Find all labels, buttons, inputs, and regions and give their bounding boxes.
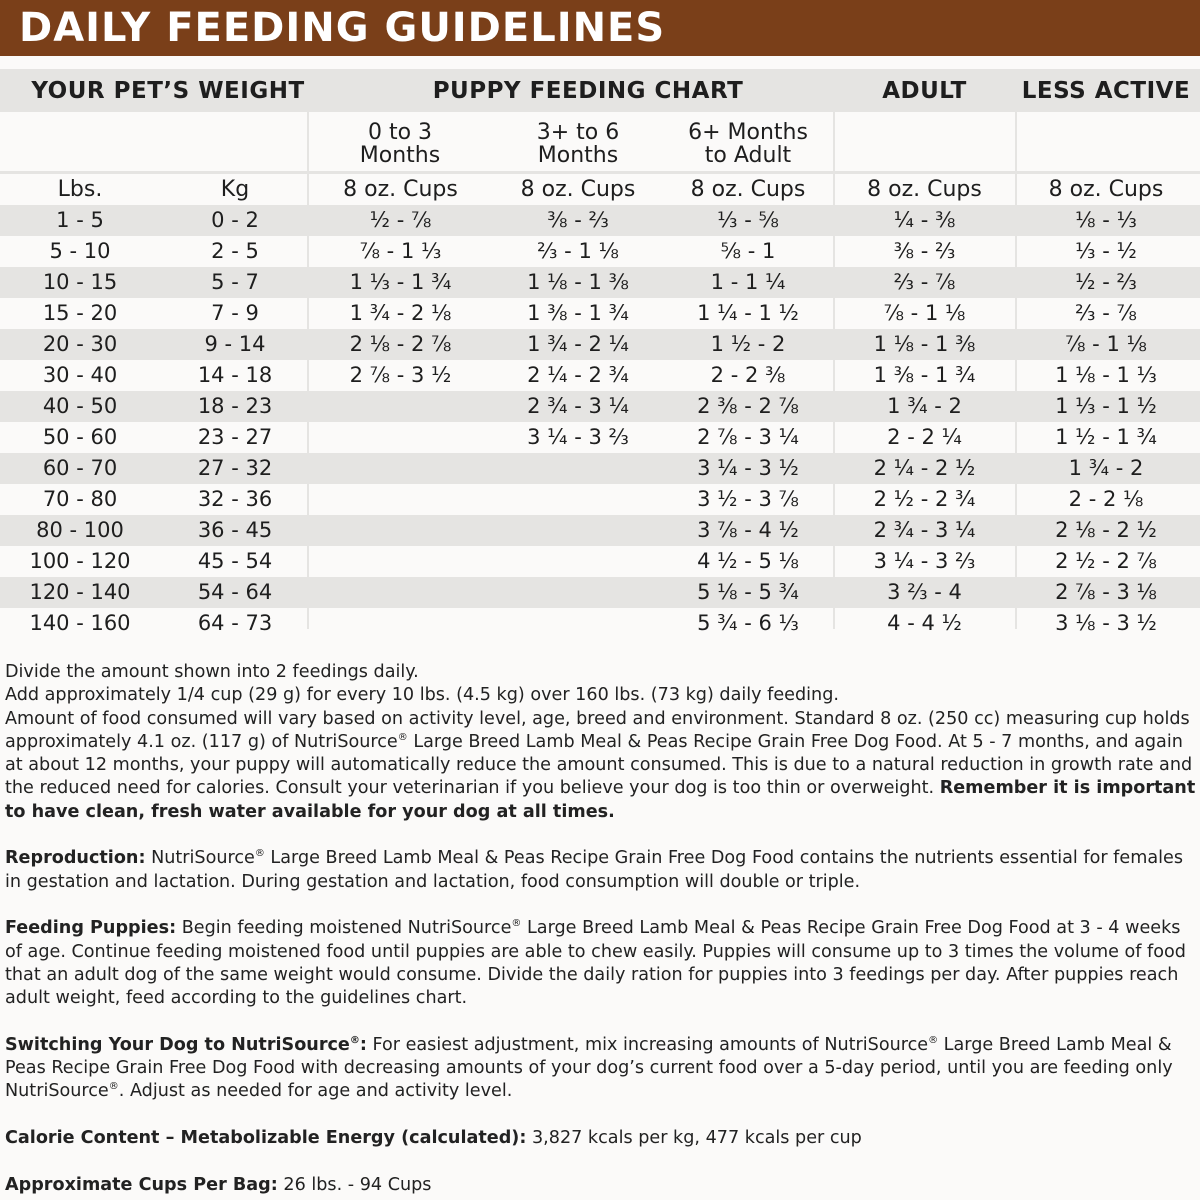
table-cell: ⅞ - 1 ⅛ <box>1065 332 1147 356</box>
table-cell: 1 - 5 <box>56 208 104 232</box>
table-cell: ⅞ - 1 ⅓ <box>359 239 442 263</box>
subheader-line: Months <box>537 143 619 168</box>
table-cell: 5 ¾ - 6 ⅓ <box>697 611 799 635</box>
table-cell: 80 - 100 <box>36 518 124 542</box>
note-text: . Adjust as needed for age and activity level. <box>118 1081 513 1102</box>
table-cell: 3 ¼ - 3 ⅔ <box>873 549 976 573</box>
table-cell: 27 - 32 <box>197 456 273 480</box>
unit-label: 8 oz. Cups <box>690 177 806 202</box>
row-stripe <box>0 171 1200 174</box>
table-cell: 1 ⅛ - 1 ⅜ <box>527 270 629 294</box>
table-cell: 140 - 160 <box>29 611 131 635</box>
table-cell: 3 ¼ - 3 ½ <box>697 456 799 480</box>
subheader-line: 0 to 3 <box>367 120 433 145</box>
table-cell: 2 - 2 ⅜ <box>710 363 786 387</box>
table-cell: 7 - 9 <box>211 301 259 325</box>
table-cell: 2 ⅞ - 3 ½ <box>349 363 452 387</box>
note-text: Large Breed Lamb Meal & Peas Recipe Grain Free Dog Food. At 5 - 7 months, and again at about 12 months, your puppy will automatically reduce the amount consumed. This is due to a natural reduction in growth rate and the reduced need for calories. Consult your veterinarian if you believe your dog is too thin or overweight. <box>5 731 1193 799</box>
note-reproduction <box>5 847 1198 894</box>
table-cell: 2 ½ - 2 ¾ <box>873 487 976 511</box>
table-cell: 2 ¼ - 2 ½ <box>873 456 976 480</box>
feeding-puppies-label: Feeding Puppies: <box>5 918 177 939</box>
switching-label-colon: : <box>359 1034 367 1055</box>
table-cell: 1 ⅜ - 1 ¾ <box>527 301 629 325</box>
note-amount <box>5 708 1198 824</box>
table-cell: 15 - 20 <box>42 301 118 325</box>
subheader-line: to Adult <box>704 143 792 168</box>
table-cell: 50 - 60 <box>42 425 118 449</box>
table-cell: 1 ¾ - 2 <box>1068 456 1144 480</box>
header-adult: ADULT <box>882 78 967 104</box>
title-banner <box>0 0 1200 56</box>
table-cell: 3 ⅞ - 4 ½ <box>697 518 799 542</box>
page-title: DAILY FEEDING GUIDELINES <box>19 5 666 51</box>
water-reminder: Remember it is important to have clean, fresh water available for your dog at all times. <box>5 778 1196 822</box>
cups-per-bag-value: 26 lbs. - 94 Cups <box>277 1174 432 1195</box>
table-cell: ⅔ - ⅞ <box>893 270 956 294</box>
header-weight: YOUR PET’S WEIGHT <box>31 78 305 104</box>
table-cell: 23 - 27 <box>197 425 273 449</box>
table-cell: ⅔ - ⅞ <box>1075 301 1137 325</box>
table-cell: 3 ½ - 3 ⅞ <box>697 487 799 511</box>
table-cell: 3 ⅛ - 3 ½ <box>1055 611 1157 635</box>
cups-per-bag-label: Approximate Cups Per Bag: <box>5 1174 278 1195</box>
table-cell: 64 - 73 <box>197 611 273 635</box>
table-cell: 2 ¼ - 2 ¾ <box>527 363 629 387</box>
note-add: Add approximately 1/4 cup (29 g) for every 10 lbs. (4.5 kg) over 160 lbs. (73 kg) daily feeding. <box>5 685 839 706</box>
unit-label: 8 oz. Cups <box>1048 177 1164 202</box>
table-cell: 32 - 36 <box>197 487 273 511</box>
table-cell: 3 ¼ - 3 ⅔ <box>527 425 629 449</box>
note-text: Large Breed Lamb Meal & Peas Recipe Grain Free Dog Food at 3 - 4 weeks of age. Continue feeding moistened food until puppies are able to chew easily. Puppies will consume up to 3 times the volume of food that an adult dog of the same weight would consume. Divide the daily ration for puppies into 3 feedings per day. After puppies reach adult weight, feed according to the guidelines chart. <box>5 918 1186 1009</box>
table-cell: 120 - 140 <box>29 580 131 604</box>
table-cell: 4 - 4 ½ <box>887 611 962 635</box>
table-cell: 54 - 64 <box>197 580 273 604</box>
table-cell: 5 - 7 <box>211 270 259 294</box>
switching-label <box>5 1035 367 1055</box>
registered-mark: ® <box>928 1034 939 1046</box>
table-cell: 30 - 40 <box>42 363 118 387</box>
table-cell: 2 ⅛ - 2 ⅞ <box>349 332 452 356</box>
unit-label: 8 oz. Cups <box>867 177 982 202</box>
table-cell: 36 - 45 <box>197 518 273 542</box>
table-cell: 1 ⅜ - 1 ¾ <box>873 363 976 387</box>
table-cell: 5 ⅛ - 5 ¾ <box>697 580 799 604</box>
table-cell: 1 ½ - 2 <box>710 332 786 356</box>
table-cell: ⅓ - ½ <box>1075 239 1137 263</box>
table-cell: ⅛ - ⅓ <box>1075 208 1137 232</box>
table-cell: ⅝ - 1 <box>720 239 776 263</box>
subheader-0-to-3-months <box>315 121 485 167</box>
table-cell: 2 ⅜ - 2 ⅞ <box>697 394 799 418</box>
table-cell: ⅞ - 1 ⅛ <box>883 301 966 325</box>
note-text: NutriSource <box>145 848 255 869</box>
calorie-value: 3,827 kcals per kg, 477 kcals per cup <box>526 1127 862 1148</box>
header-puppy: PUPPY FEEDING CHART <box>432 78 744 104</box>
table-cell: ⅔ - 1 ⅛ <box>537 239 619 263</box>
note-calorie-content <box>5 1127 1198 1150</box>
note-divide: Divide the amount shown into 2 feedings daily. <box>5 662 419 682</box>
table-cell: 9 - 14 <box>204 332 266 356</box>
note-text: Amount of food consumed will vary based on activity level, age, breed and environment. Standard 8 oz. (250 cc) measuring cup holds approximately 4.1 oz. (117 g) of NutriSource <box>5 708 1190 752</box>
table-cell: 1 ¾ - 2 ¼ <box>527 332 629 356</box>
table-cell: 1 - 1 ¼ <box>710 270 786 294</box>
subheader-line: Months <box>359 143 441 168</box>
table-cell: ½ - ⅞ <box>369 208 432 232</box>
note-cups-per-bag <box>5 1174 1198 1197</box>
table-cell: 3 ⅔ - 4 <box>887 580 962 604</box>
note-text: Large Breed Lamb Meal & Peas Recipe Grain Free Dog Food with decreasing amounts of your dog’s current food over a 5-day period, until you are feeding only NutriSource <box>5 1034 1173 1102</box>
table-cell: 1 ½ - 1 ¾ <box>1055 425 1157 449</box>
note-text: Begin feeding moistened NutriSource <box>176 918 512 939</box>
table-cell: ⅜ - ⅔ <box>893 239 956 263</box>
table-cell: ½ - ⅔ <box>1075 270 1137 294</box>
registered-mark: ® <box>511 918 522 930</box>
switching-label-text: Switching Your Dog to NutriSource <box>5 1034 350 1055</box>
reproduction-label: Reproduction: <box>5 848 146 869</box>
table-cell: 2 ⅛ - 2 ½ <box>1055 518 1157 542</box>
subheader-6-months-to-adult <box>663 121 833 167</box>
table-cell: 2 - 2 ⅛ <box>1068 487 1144 511</box>
table-cell: 2 - 5 <box>211 239 259 263</box>
table-cell: 1 ¾ - 2 <box>887 394 962 418</box>
table-cell: 40 - 50 <box>42 394 118 418</box>
registered-mark: ® <box>254 848 265 860</box>
table-cell: 2 ¾ - 3 ¼ <box>527 394 629 418</box>
table-cell: 1 ⅓ - 1 ½ <box>1055 394 1157 418</box>
table-cell: 2 ½ - 2 ⅞ <box>1055 549 1157 573</box>
subheader-line: 3+ to 6 <box>536 120 620 145</box>
registered-mark: ® <box>108 1081 119 1093</box>
unit-label: Kg <box>220 177 250 202</box>
table-cell: 45 - 54 <box>197 549 273 573</box>
header-less-active: LESS ACTIVE <box>1021 78 1191 104</box>
table-cell: 100 - 120 <box>29 549 131 573</box>
subheader-3-to-6-months <box>493 121 663 167</box>
feeding-notes <box>5 661 1198 1197</box>
table-cell: 60 - 70 <box>42 456 118 480</box>
table-cell: 10 - 15 <box>42 270 118 294</box>
unit-label: 8 oz. Cups <box>520 177 636 202</box>
table-cell: 20 - 30 <box>42 332 118 356</box>
note-text: For easiest adjustment, mix increasing amounts of NutriSource <box>366 1034 929 1055</box>
table-cell: 2 ⅞ - 3 ⅛ <box>1055 580 1157 604</box>
note-feeding-puppies <box>5 917 1198 1010</box>
table-cell: 2 - 2 ¼ <box>887 425 962 449</box>
table-cell: 1 ⅛ - 1 ⅓ <box>1055 363 1157 387</box>
table-cell: ⅜ - ⅔ <box>547 208 609 232</box>
table-cell: ¼ - ⅜ <box>893 208 956 232</box>
table-cell: 70 - 80 <box>42 487 118 511</box>
unit-label: Lbs. <box>57 177 103 202</box>
table-cell: 1 ⅓ - 1 ¾ <box>349 270 452 294</box>
table-cell: 0 - 2 <box>211 208 259 232</box>
table-cell: 2 ¾ - 3 ¼ <box>873 518 976 542</box>
subheader-line: 6+ Months <box>688 120 808 145</box>
table-cell: ⅓ - ⅝ <box>717 208 779 232</box>
unit-label: 8 oz. Cups <box>343 177 458 202</box>
registered-mark: ® <box>397 732 408 744</box>
table-cell: 1 ¾ - 2 ⅛ <box>349 301 452 325</box>
table-cell: 14 - 18 <box>197 363 273 387</box>
calorie-label: Calorie Content – Metabolizable Energy (calculated): <box>5 1127 527 1148</box>
table-cell: 18 - 23 <box>197 394 273 418</box>
registered-mark: ® <box>349 1034 360 1046</box>
note-text: Large Breed Lamb Meal & Peas Recipe Grain Free Dog Food contains the nutrients essential for females in gestation and lactation. During gestation and lactation, food consumption will double or triple. <box>5 848 1183 892</box>
note-switching <box>5 1034 1198 1104</box>
table-cell: 1 ¼ - 1 ½ <box>697 301 799 325</box>
table-cell: 5 - 10 <box>49 239 111 263</box>
table-cell: 2 ⅞ - 3 ¼ <box>697 425 799 449</box>
table-cell: 1 ⅛ - 1 ⅜ <box>873 332 976 356</box>
table-cell: 4 ½ - 5 ⅛ <box>697 549 799 573</box>
